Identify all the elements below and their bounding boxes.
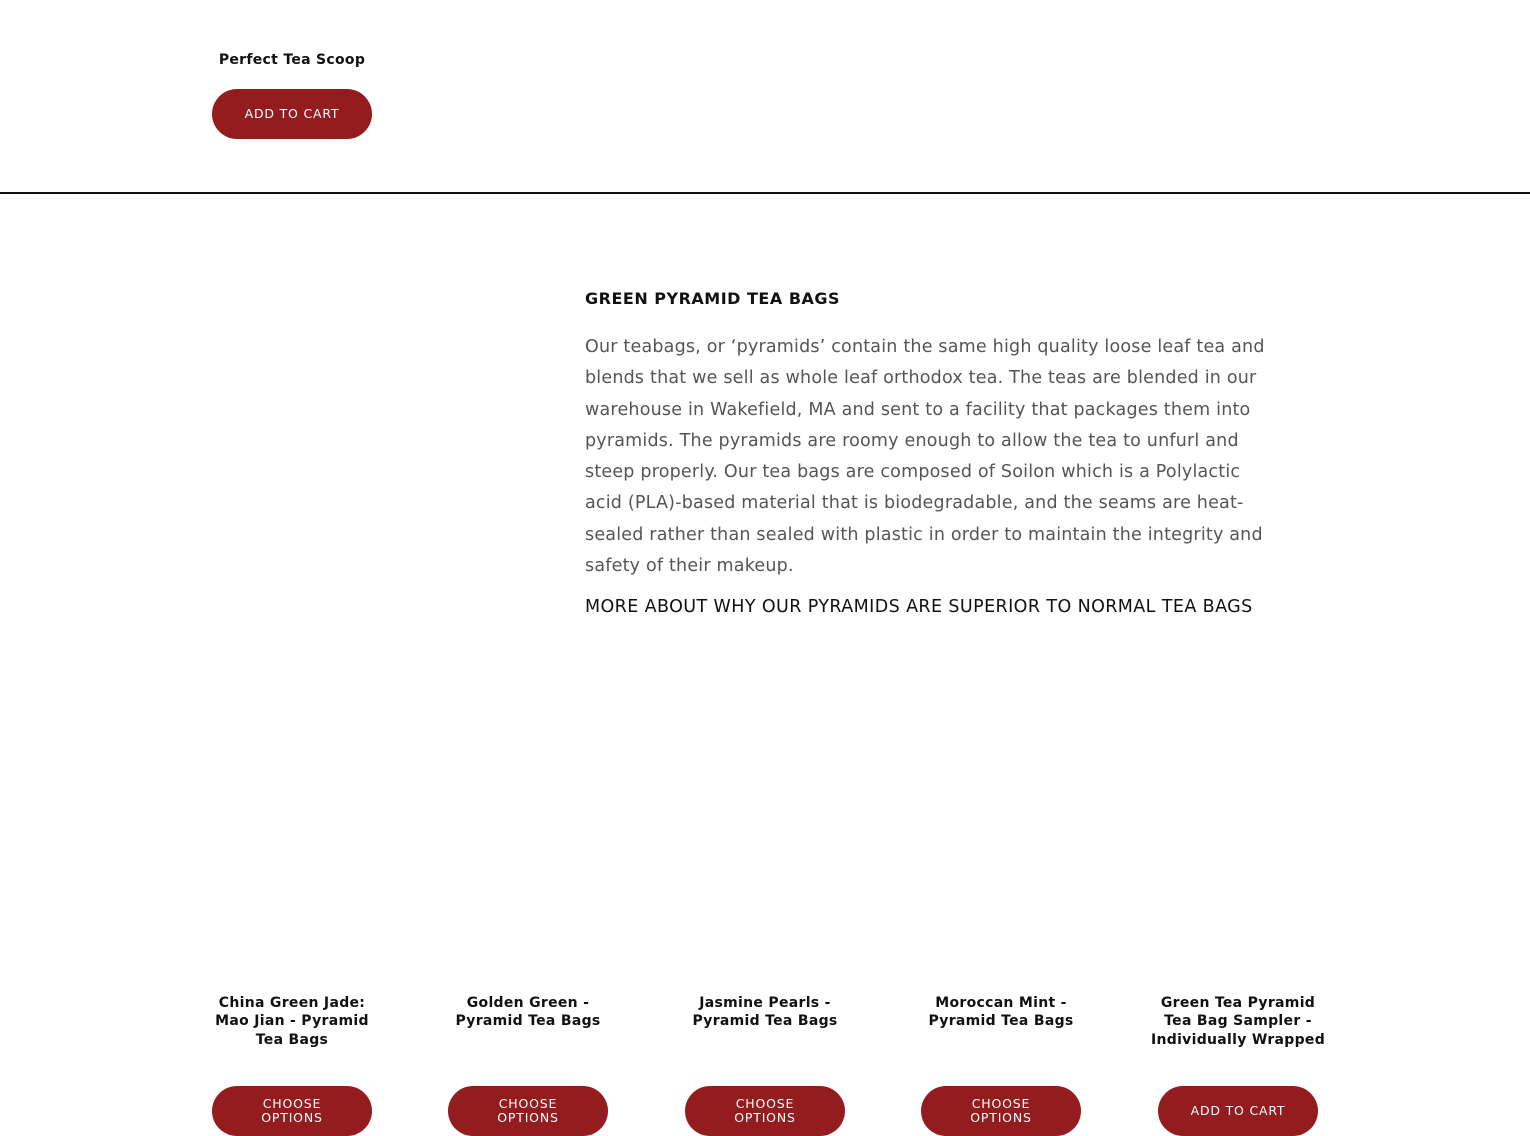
product-card — [675, 990, 855, 1128]
product-title[interactable]: Perfect Tea Scoop — [218, 52, 366, 68]
product-title[interactable]: China Green Jade: Mao Jian - Pyramid Tea Bags — [215, 995, 369, 1048]
more-about-pyramids-link[interactable]: MORE ABOUT WHY OUR PYRAMIDS ARE SUPERIOR TO NORMAL TEA BAGS — [585, 597, 1253, 618]
section-heading: GREEN PYRAMID TEA BAGS — [585, 289, 841, 308]
product-title[interactable]: Jasmine Pearls - Pyramid Tea Bags — [692, 995, 838, 1030]
product-card — [1148, 990, 1328, 1128]
category-intro — [585, 286, 1275, 623]
section-description: Our teabags, or ‘pyramids’ contain the same high quality loose leaf tea and blends that we sell as whole leaf orthodox tea. The teas are blended in our warehouse in Wakefield, MA and sent to a facility that packages them into pyramids. The pyramids are roomy enough to allow the tea to unfurl and steep properly. Our tea bags are composed of Soilon which is a Polylactic acid (PLA)-based material that is biodegradable, and the seams are heat-sealed rather than sealed with plastic in order to maintain the integrity and safety of their makeup. — [585, 337, 1265, 577]
product-title[interactable]: Golden Green - Pyramid Tea Bags — [455, 995, 601, 1030]
choose-options-button[interactable]: CHOOSE OPTIONS — [212, 1086, 372, 1136]
product-title[interactable]: Moroccan Mint - Pyramid Tea Bags — [928, 995, 1074, 1030]
add-to-cart-button[interactable]: ADD TO CART — [212, 89, 372, 139]
product-title[interactable]: Green Tea Pyramid Tea Bag Sampler - Individually Wrapped — [1150, 995, 1326, 1048]
product-card — [202, 990, 382, 1128]
product-card — [911, 990, 1091, 1128]
section-divider — [0, 192, 1530, 194]
choose-options-button[interactable]: CHOOSE OPTIONS — [448, 1086, 608, 1136]
add-to-cart-button[interactable]: ADD TO CART — [1158, 1086, 1318, 1136]
product-card-perfect-tea-scoop — [192, 0, 392, 150]
choose-options-button[interactable]: CHOOSE OPTIONS — [685, 1086, 845, 1136]
choose-options-button[interactable]: CHOOSE OPTIONS — [921, 1086, 1081, 1136]
product-card — [438, 990, 618, 1128]
